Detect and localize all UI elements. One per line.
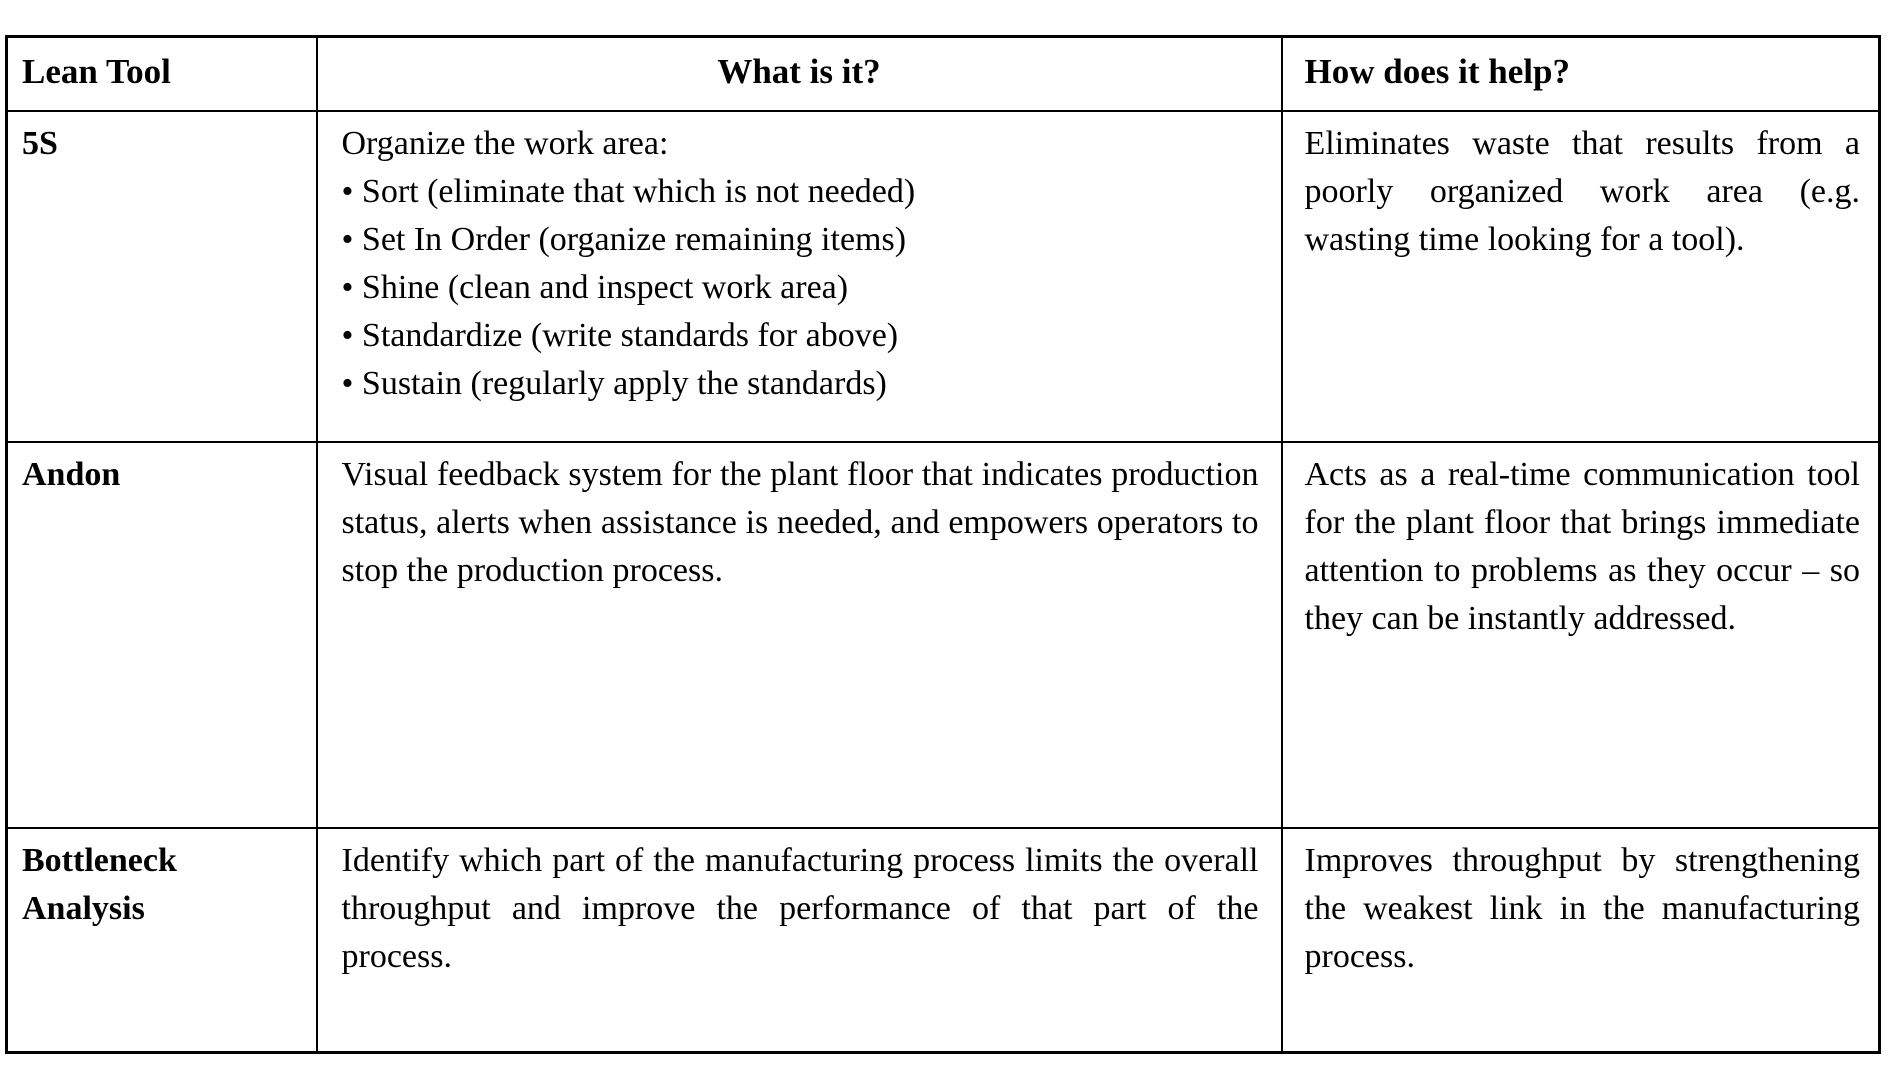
what-intro-5s: Organize the work area: [341, 124, 669, 162]
help-cell-bottleneck-analysis: Improves throughput by strengthening the weakest link in the manufacturing process. [1282, 828, 1880, 1053]
table-row-bottleneck-analysis [7, 828, 1880, 1053]
bullet-item-set-in-order: • Set In Order (organize remaining items) [341, 220, 907, 258]
help-cell-andon: Acts as a real-time communication tool for the plant floor that brings immediate attention to problems as they occur – so they can be instantly addressed. [1282, 442, 1880, 828]
tool-name-bottleneck-analysis: Bottleneck Analysis [7, 828, 317, 1053]
lean-tools-table [5, 35, 1881, 1054]
tool-name-andon: Andon [7, 442, 317, 828]
header-row [7, 37, 1880, 111]
tool-name-5s: 5S [7, 111, 317, 442]
table-row-andon [7, 442, 1880, 828]
bullet-item-shine: • Shine (clean and inspect work area) [341, 268, 849, 306]
what-cell-bottleneck-analysis: Identify which part of the manufacturing process limits the overall throughput and improve the performance of that part of the process. [317, 828, 1282, 1053]
column-header-how-does-it-help: How does it help? [1282, 37, 1880, 111]
column-header-lean-tool: Lean Tool [7, 37, 317, 111]
table-row-5s [7, 111, 1880, 442]
help-cell-5s: Eliminates waste that results from a poorly organized work area (e.g. wasting time looking for a tool). [1282, 111, 1880, 442]
column-header-what-is-it: What is it? [317, 37, 1282, 111]
bullet-item-standardize: • Standardize (write standards for above) [341, 316, 899, 354]
bullet-item-sort: • Sort (eliminate that which is not needed) [341, 172, 916, 210]
what-cell-andon: Visual feedback system for the plant floor that indicates production status, alerts when assistance is needed, and empowers operators to stop the production process. [317, 442, 1282, 828]
bullet-item-sustain: • Sustain (regularly apply the standards) [341, 364, 887, 402]
what-cell-5s [317, 111, 1282, 442]
